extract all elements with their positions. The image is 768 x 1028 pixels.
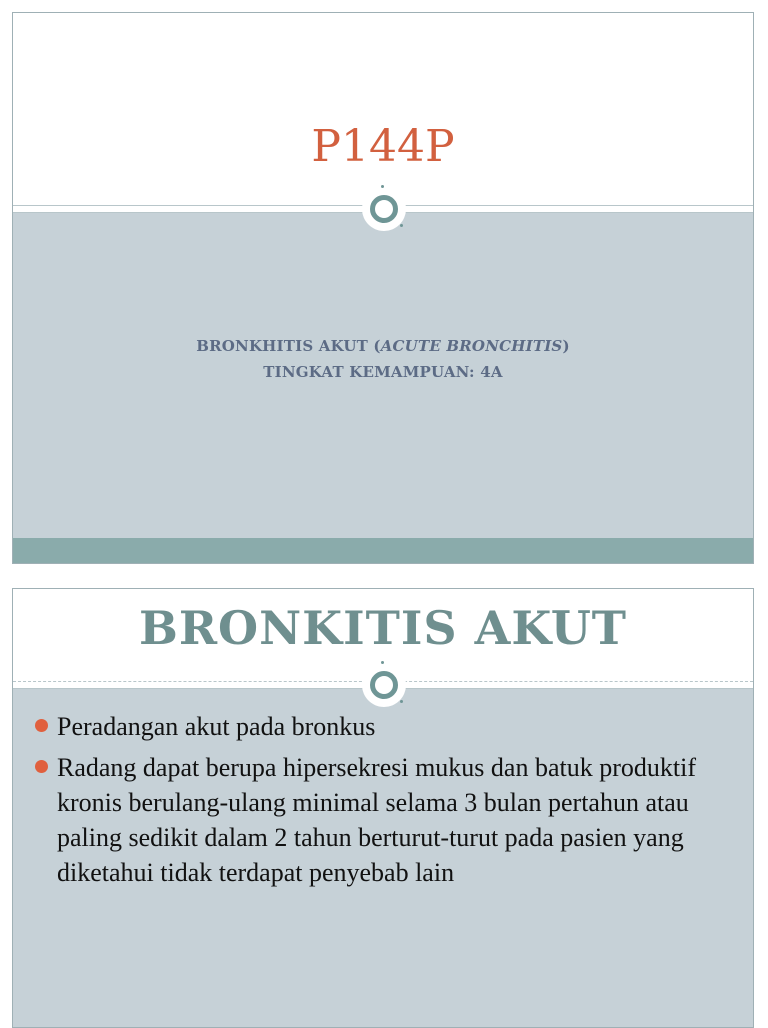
subtitle-suffix: ) — [562, 337, 570, 355]
subtitle-italic: ACUTE BRONCHITIS — [380, 337, 563, 355]
slide-subtitle — [13, 333, 753, 385]
slide-heading: BRONKITIS AKUT — [138, 601, 628, 655]
subtitle-line-2: TINGKAT KEMAMPUAN: 4A — [263, 363, 503, 381]
round-bullet-icon — [35, 719, 48, 732]
round-bullet-icon — [35, 760, 48, 773]
list-item — [35, 750, 725, 890]
slide-title: P144P — [311, 121, 455, 172]
list-item — [35, 709, 725, 744]
ring-shape — [370, 195, 398, 223]
ornament-dot — [400, 224, 403, 227]
content-area — [13, 689, 753, 1028]
ring-shape — [370, 671, 398, 699]
circle-ring-icon — [362, 187, 406, 231]
subtitle-area — [13, 213, 753, 538]
bullet-text: Peradangan akut pada bronkus — [57, 712, 376, 741]
title-area — [13, 13, 753, 205]
bullet-list — [35, 709, 725, 896]
ornament-dot — [400, 700, 403, 703]
ornament-dot — [381, 185, 384, 188]
ornament-dot — [381, 661, 384, 664]
bottom-accent-bar — [13, 538, 753, 564]
bullet-text: Radang dapat berupa hipersekresi mukus dan batuk produktif kronis berulang-ulang minimal selama 3 bulan pertahun atau paling sedikit dalam 2 tahun berturut-turut pada pasien yang diketahui tidak terdapat penyebab lain — [57, 753, 696, 887]
subtitle-prefix: BRONKHITIS AKUT ( — [196, 337, 381, 355]
title-slide — [12, 12, 754, 564]
subtitle-line-1 — [13, 333, 753, 359]
content-slide — [12, 588, 754, 1028]
circle-ring-icon — [362, 663, 406, 707]
